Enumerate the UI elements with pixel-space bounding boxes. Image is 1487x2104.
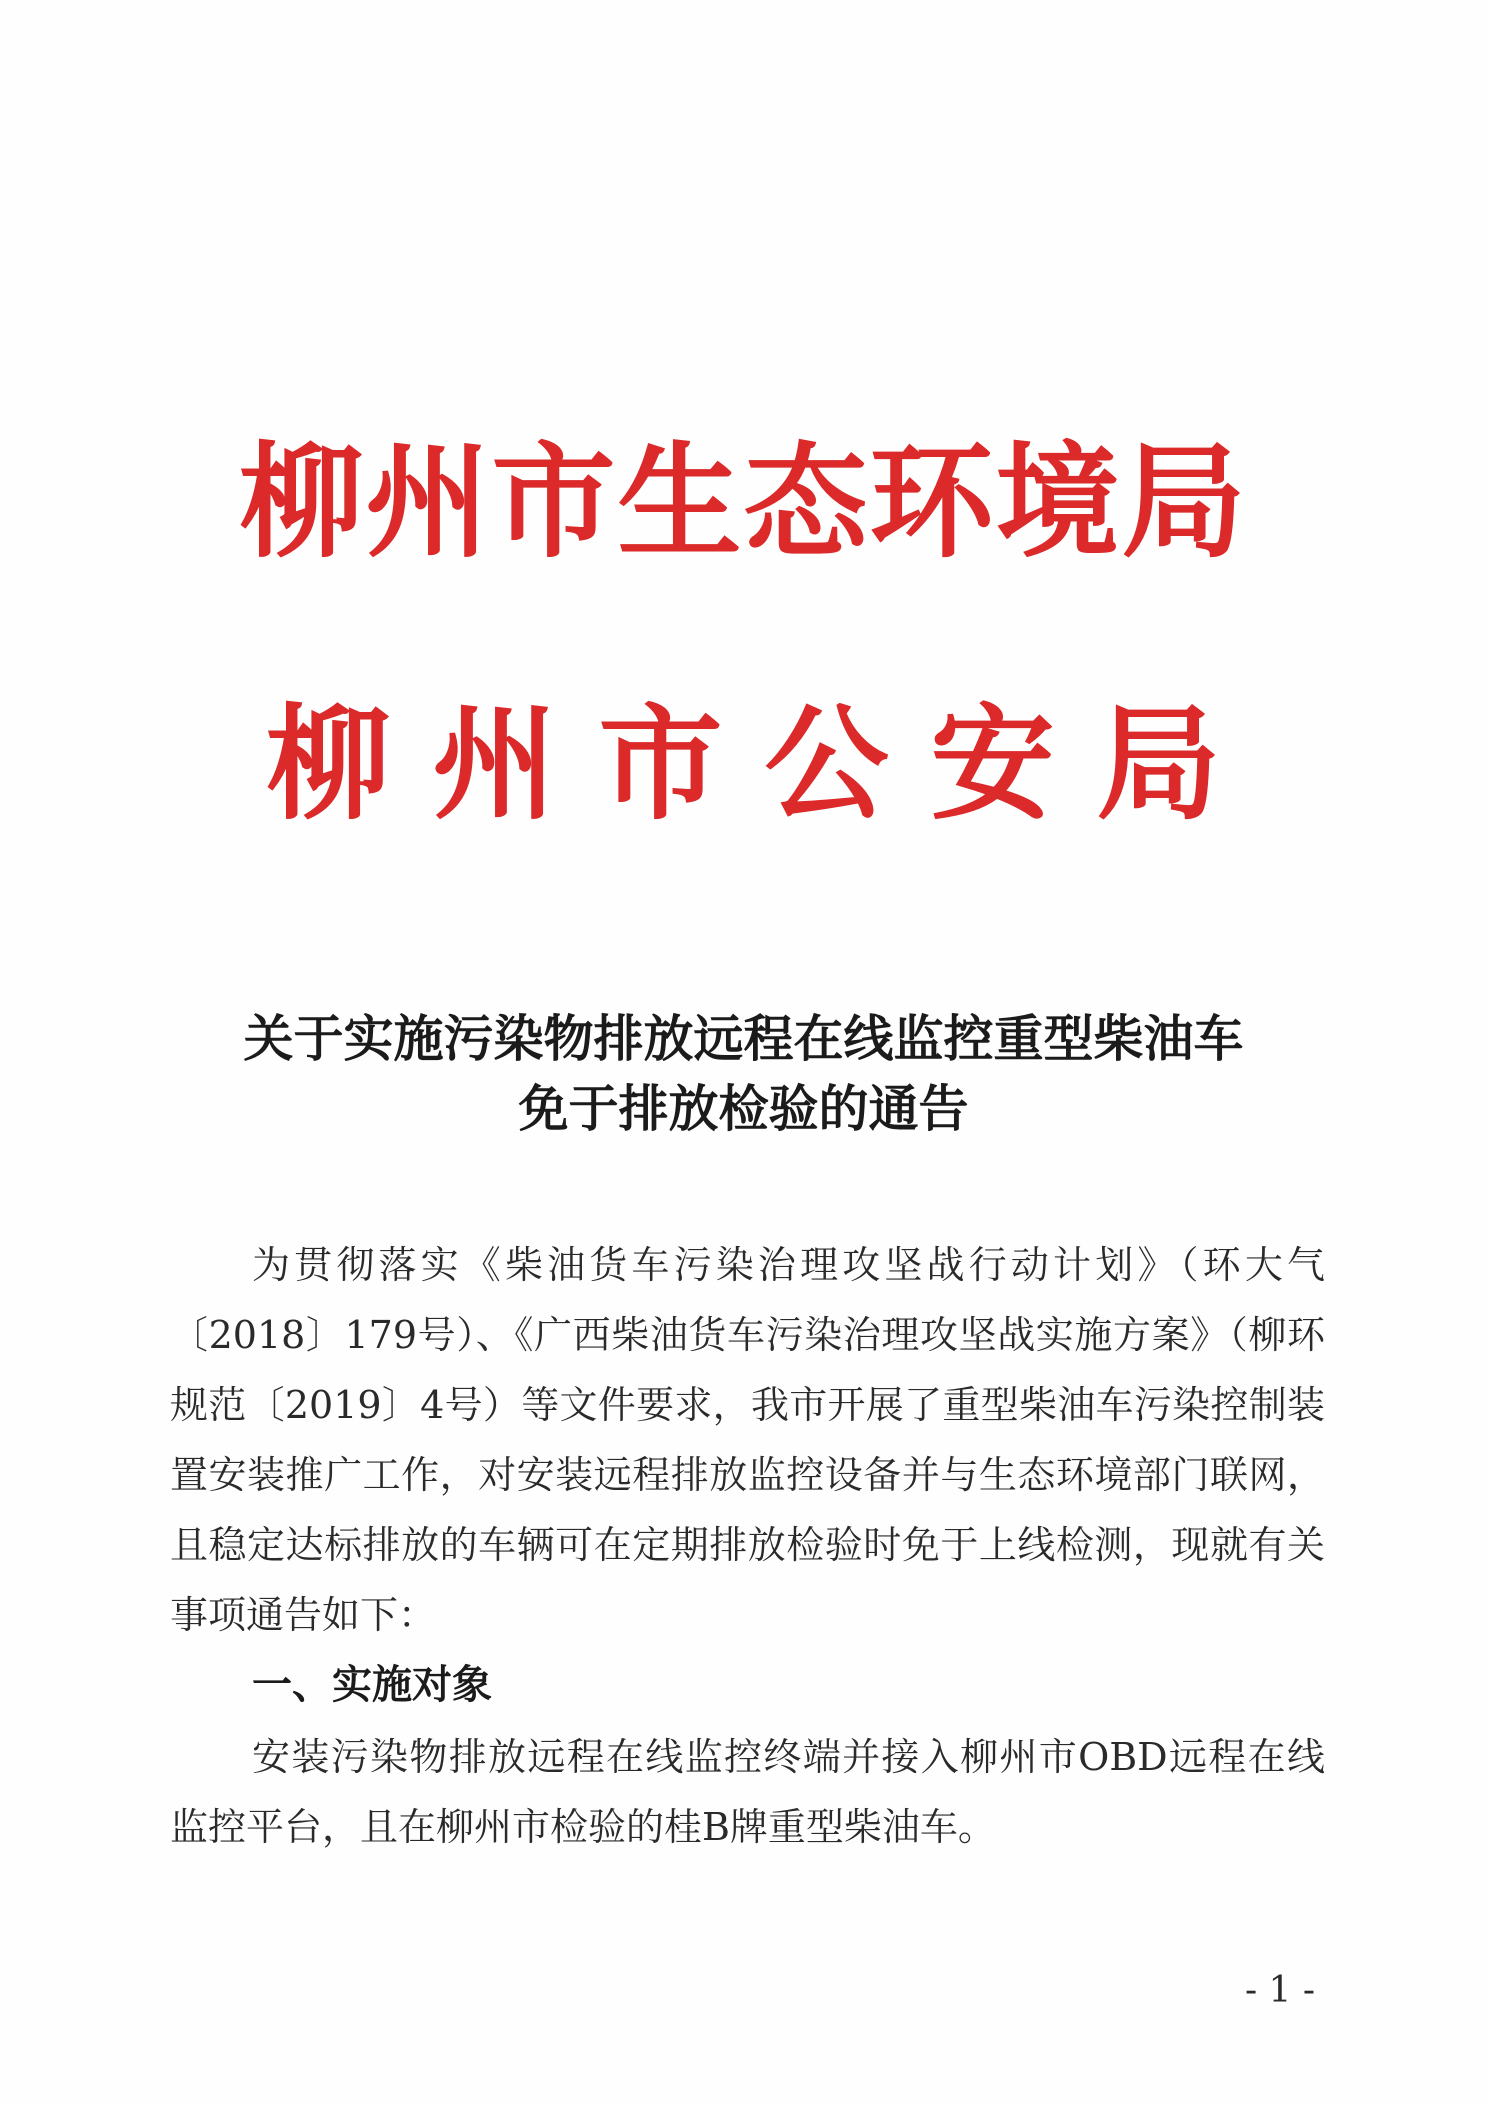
document-title-line-1: 关于实施污染物排放远程在线监控重型柴油车: [243, 1009, 1244, 1068]
letterhead-issuer-ecology-bureau: 柳州市生态环境局: [239, 430, 1248, 575]
letterhead-issuer-public-security-bureau: 柳州市公安局: [266, 692, 1263, 837]
page-number: - 1 -: [1244, 1970, 1316, 2011]
body-paragraph-targets: 安装污染物排放远程在线监控终端并接入柳州市OBD远程在线监控平台，且在柳州市检验的桂B牌重型柴油车。: [170, 1735, 1325, 1849]
section-heading-implementation-targets: 一、实施对象: [252, 1662, 492, 1708]
document-title-line-2: 免于排放检验的通告: [518, 1079, 969, 1138]
body-paragraph-intro: 为贯彻落实《柴油货车污染治理攻坚战行动计划》（环大气〔2018〕179号）、《广西柴油货车污染治理攻坚战实施方案》（柳环规范〔2019〕4号）等文件要求，我市开展了重型柴油车污染控制装置安装推广工作，对安装远程排放监控设备并与生态环境部门联网，且稳定达标排放的车辆可在定期排放检验时免于上线检测，现就有关事项通告如下：: [170, 1243, 1325, 1637]
